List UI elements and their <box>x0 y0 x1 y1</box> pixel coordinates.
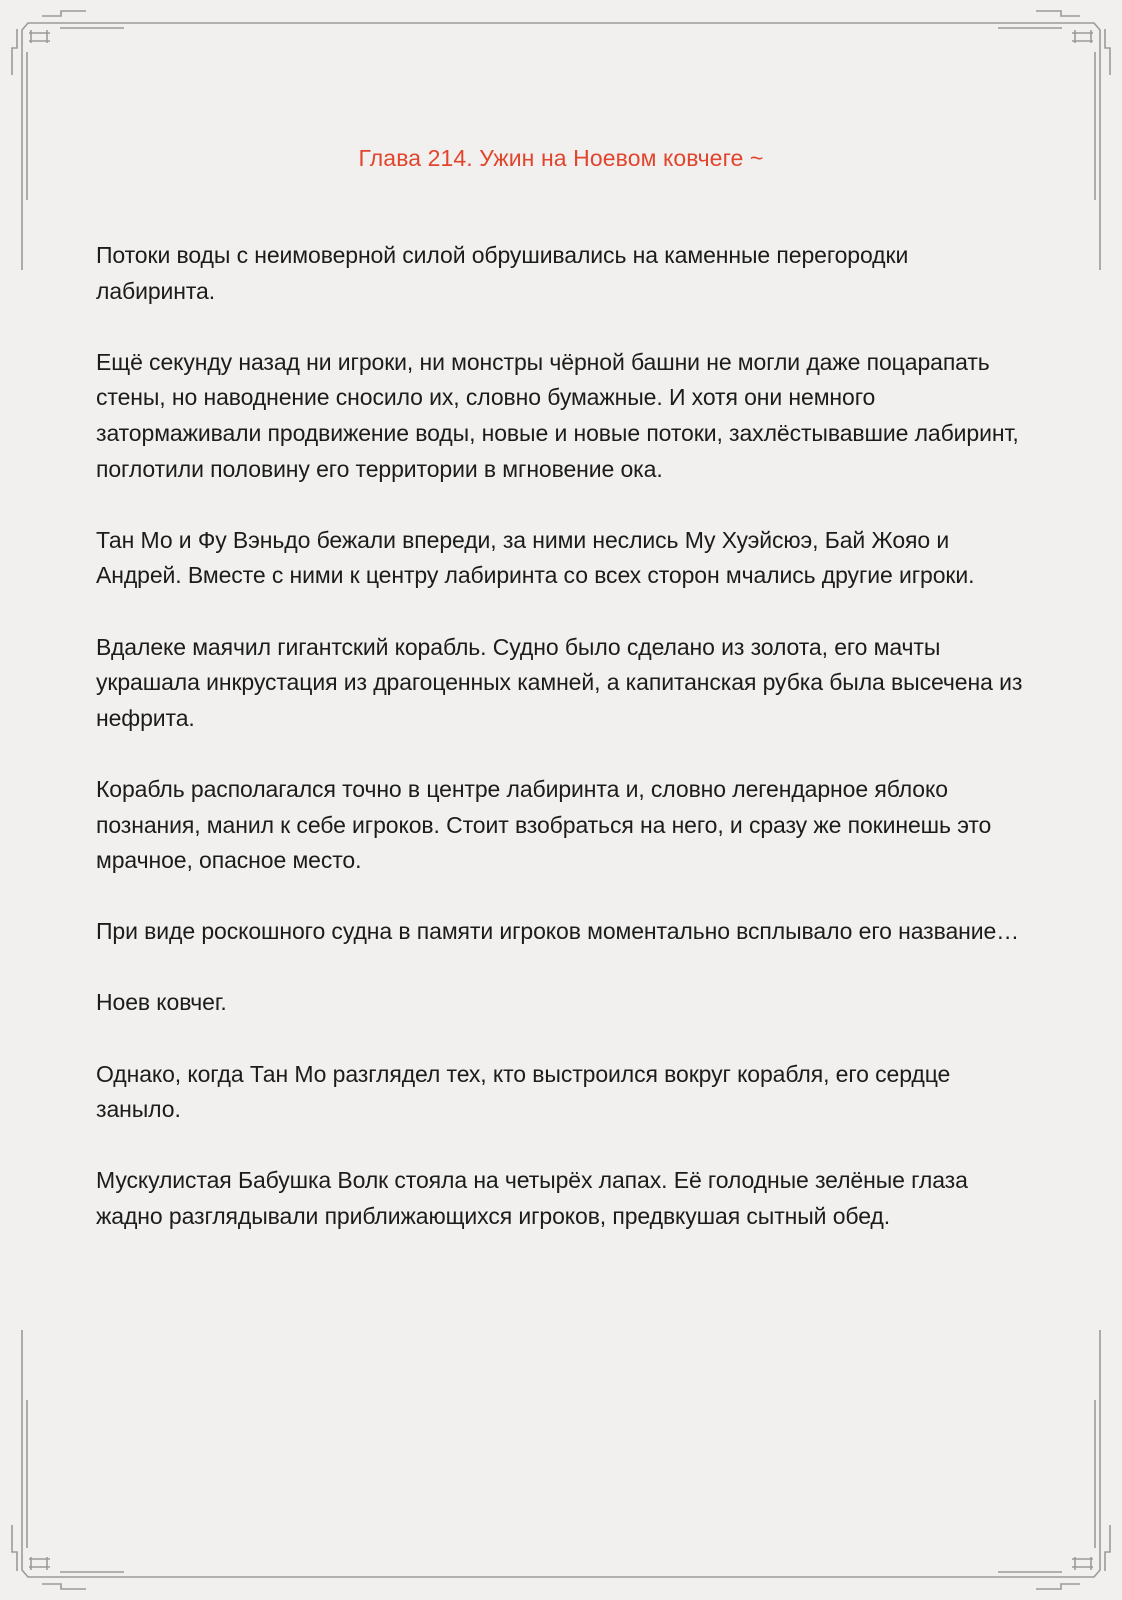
paragraph: Потоки воды с неимоверной силой обрушивались на каменные перегородки лабиринта. <box>96 242 909 304</box>
corner-ornament-top-right <box>920 11 1110 270</box>
chapter-body <box>96 238 1026 1270</box>
paragraph: Ещё секунду назад ни игроки, ни монстры чёрной башни не могли даже поцарапать стены, но наводнение сносило их, словно бумажные. И хотя они немного затормаживали продвижение воды, новые и новые потоки, захлёстывавшие лабиринт, поглотили половину его территории в мгновение ока. <box>96 348 1019 482</box>
corner-ornament-bottom-right <box>920 1330 1110 1589</box>
corner-ornament-top-left <box>12 11 200 270</box>
paragraph: Корабль располагался точно в центре лабиринта и, словно легендарное яблоко познания, манил к себе игроков. Стоит взобраться на него, и сразу же покинешь это мрачное, опасное место. <box>96 775 992 874</box>
corner-ornament-bottom-left <box>12 1330 200 1589</box>
paragraph: Однако, когда Тан Мо разглядел тех, кто выстроился вокруг корабля, его сердце заныло. <box>96 1060 951 1123</box>
paragraph: Мускулистая Бабушка Волк стояла на четырёх лапах. Её голодные зелёные глаза жадно разглядывали приближающихся игроков, предвкушая сытный обед. <box>96 1167 968 1230</box>
paragraph: Тан Мо и Фу Вэньдо бежали впереди, за ними неслись Му Хуэйсюэ, Бай Жояо и Андрей. Вместе с ними к центру лабиринта со всех сторон мчались другие игроки. <box>96 526 975 589</box>
paragraph: Вдалеке маячил гигантский корабль. Судно было сделано из золота, его мачты украшала инкрустация из драгоценных камней, а капитанская рубка была высечена из нефрита. <box>96 633 1023 731</box>
paragraph: При виде роскошного судна в памяти игроков моментально всплывало его название… <box>96 918 1020 945</box>
chapter-title: Глава 214. Ужин на Ноевом ковчеге ~ <box>358 145 764 171</box>
paragraph: Ноев ковчег. <box>96 989 227 1016</box>
